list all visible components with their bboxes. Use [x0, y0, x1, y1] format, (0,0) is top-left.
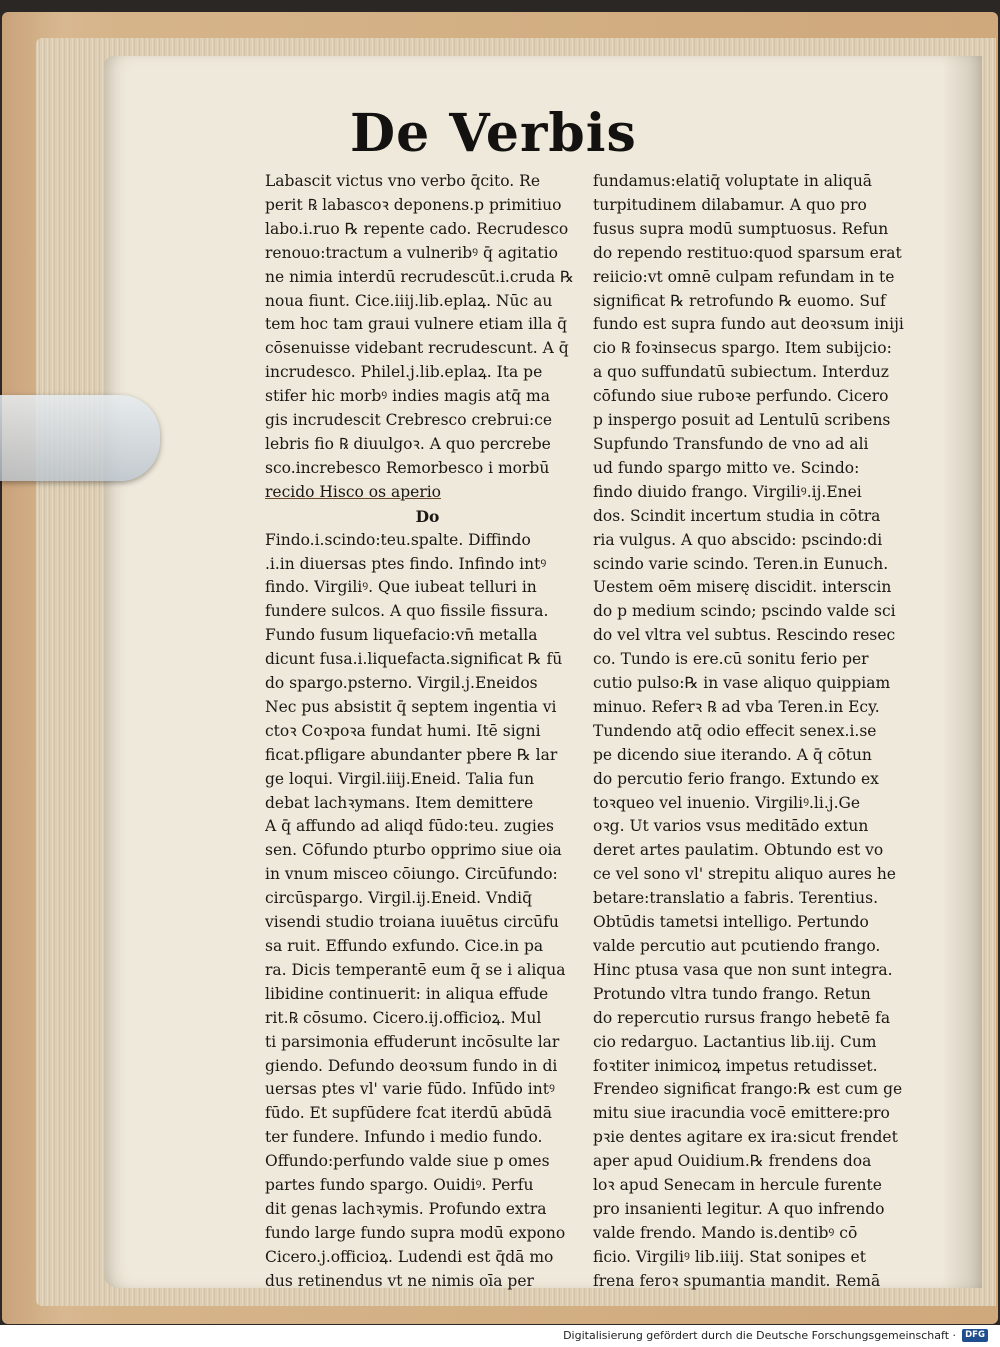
- text-line: Uestem oēm miserę discidit. interscin: [593, 578, 892, 597]
- text-line: Offundo:perfundo valde siue p omes: [265, 1152, 550, 1171]
- text-line: frena feroꝛ spumantia mandit. Remā: [593, 1271, 881, 1290]
- text-line: fundamus:elatiq̄ voluptate in aliquā: [593, 172, 873, 190]
- text-line: valde percutio aut pcutiendo frango.: [593, 937, 881, 955]
- text-line: .i.in diuersas ptes findo. Infindo intꝰ: [265, 554, 547, 573]
- text-line: cutio pulso:℞ in vase aliquo quippiam: [593, 674, 891, 693]
- text-line: sa ruit. Effundo exfundo. Cice.in pa: [265, 937, 544, 955]
- footer-bar: [0, 1325, 1000, 1347]
- text-line: labo.i.ruo ℞ repente cado. Recrudesco: [265, 219, 569, 238]
- page-holder-tab: [0, 395, 160, 481]
- text-line: pro insanienti legitur. A quo infrendo: [593, 1199, 885, 1218]
- text-line: significat ℞ retrofundo ℞ euomo. Suf: [593, 291, 886, 310]
- text-line: noua fiunt. Cice.iiij.lib.eplaꝝ. Nūc au: [265, 291, 553, 310]
- text-line: visendi studio troiana iuuētus circūfu: [265, 913, 559, 932]
- spine-shadow: [942, 56, 982, 1288]
- text-line: lebris fio ℞ diuulgoꝛ. A quo percrebe: [265, 434, 551, 453]
- text-line: stifer hic morbꝰ indies magis atq̄ ma: [265, 387, 550, 406]
- text-line: p inspergo posuit ad Lentulū scribens: [593, 411, 891, 430]
- text-line: fūdo. Et supfūdere fcat iterdū abūdā: [265, 1104, 552, 1123]
- text-line: Protundo vltra tundo frango. Retun: [593, 984, 871, 1003]
- text-line: libidine continuerit: in aliqua effude: [265, 984, 549, 1003]
- right-text-column: [593, 170, 911, 1294]
- text-line: rit.℞ cōsumo. Cicero.ij.officioꝝ. Mul: [265, 1008, 542, 1027]
- text-line: ter fundere. Infundo i medio fundo.: [265, 1128, 543, 1147]
- left-text-column: [265, 170, 590, 1294]
- text-line: Obtūdis tametsi intelligo. Pertundo: [593, 913, 869, 932]
- text-line: do rependo restituo:quod sparsum erat: [593, 243, 902, 262]
- text-line: sen. Cōfundo pturbo opprimo siue oia: [265, 841, 562, 860]
- page-heading: De Verbis: [350, 103, 637, 164]
- text-line: gis incrudescit Crebresco crebrui:ce: [265, 411, 553, 430]
- text-line: sco.increbesco Remorbesco i morbū: [265, 458, 550, 477]
- text-line: ctoꝛ Coꝛpoꝛa fundat humi. Itē signi: [265, 721, 541, 740]
- text-line: ficio. Virgiliꝰ lib.iiij. Stat sonipes et: [593, 1247, 866, 1266]
- text-line: co. Tundo is ere.cū sonitu ferio per: [593, 650, 869, 669]
- text-line: fundere sulcos. A quo fissile fissura.: [265, 602, 549, 621]
- text-line: toꝛqueo vel inuenio. Virgiliꝰ.li.j.Ge: [593, 793, 861, 812]
- text-line: circūspargo. Virgil.ij.Eneid. Vndiq̄: [265, 889, 532, 908]
- text-line: Supfundo Transfundo de vno ad ali: [593, 434, 869, 453]
- text-line: ria vulgus. A quo abscido: pscindo:di: [593, 530, 883, 549]
- text-line: Frendeo significat frango:℞ est cum ge: [593, 1080, 903, 1099]
- text-line: deret artes paulatim. Obtundo est vo: [593, 841, 884, 860]
- text-line: pe dicendo siue iterando. A q̄ cōtun: [593, 745, 872, 764]
- text-line: ud fundo spargo mitto ve. Scindo:: [593, 458, 860, 477]
- text-line: debat lachꝛymans. Item demittere: [265, 793, 534, 812]
- text-line: fusus supra modū sumptuosus. Refun: [593, 219, 889, 238]
- dfg-logo: DFG: [962, 1329, 988, 1342]
- text-line: Hinc ptusa vasa que non sunt integra.: [593, 960, 893, 979]
- text-line: aper apud Ouidium.℞ frendens doa: [593, 1152, 872, 1171]
- text-line: findo diuido frango. Virgiliꝰ.ij.Enei: [593, 482, 862, 501]
- text-line: Labascit victus vno verbo q̄cito. Re: [265, 172, 540, 190]
- text-line: cio ℞ foꝛinsecus spargo. Item subijcio:: [593, 339, 892, 358]
- text-line: turpitudinem dilabamur. A quo pro: [593, 195, 867, 214]
- text-line: cōsenuisse videbant recrudescunt. A q̄: [265, 339, 569, 358]
- text-line: findo. Virgiliꝰ. Que iubeat telluri in: [265, 578, 537, 597]
- text-line: Do: [415, 506, 440, 526]
- text-line: do spargo.psterno. Virgil.j.Eneidos: [265, 674, 538, 693]
- text-line: loꝛ apud Senecam in hercule furente: [593, 1176, 882, 1195]
- text-line: mitu siue iracundia vocē emittere:pro: [593, 1104, 890, 1123]
- text-line: fundo est supra fundo aut deoꝛsum iniji: [593, 315, 904, 334]
- text-line: reiicio:vt omnē culpam refundam in te: [593, 267, 895, 286]
- text-line: do vel vltra vel subtus. Rescindo resec: [593, 626, 896, 645]
- text-line: recido Hisco os aperio: [265, 482, 442, 501]
- text-line: dicunt fusa.i.liquefacta.significat ℞ fū: [265, 650, 563, 669]
- text-line: ce vel sono vl' strepitu aliquo aures he: [593, 865, 896, 884]
- text-line: dus retinendus vt ne nimis oīa per: [265, 1271, 534, 1290]
- text-line: perit ℞ labascoꝛ deponens.p primitiuo: [265, 195, 562, 214]
- text-line: do percutio ferio frango. Extundo ex: [593, 769, 879, 788]
- text-line: giendo. Defundo deoꝛsum fundo in di: [265, 1056, 558, 1075]
- text-line: cōfundo siue ruboꝛe perfundo. Cicero: [593, 387, 889, 406]
- text-line: ficat.pfligare abundanter pbere ℞ lar: [265, 745, 558, 764]
- text-line: minuo. Referꝛ ℞ ad vba Teren.in Ecy.: [593, 697, 880, 716]
- text-line: Nec pus absistit q̄ septem ingentia vi: [265, 697, 557, 716]
- text-line: do repercutio rursus frango hebetē fa: [593, 1008, 891, 1027]
- text-line: valde frendo. Mando is.dentibꝰ cō: [593, 1223, 858, 1242]
- text-line: ge loqui. Virgil.iiij.Eneid. Talia fun: [265, 769, 535, 788]
- text-line: ne nimia interdū recrudescūt.i.cruda ℞: [265, 267, 574, 286]
- text-line: Tundendo atq̄ odio effecit senex.i.se: [593, 721, 877, 740]
- text-line: tem hoc tam graui vulnere etiam illa q̄: [265, 315, 568, 334]
- text-line: pꝛie dentes agitare ex ira:sicut frendet: [593, 1128, 898, 1147]
- text-line: foꝛtiter inimicoꝝ impetus retudisset.: [593, 1056, 878, 1075]
- text-line: scindo varie scindo. Teren.in Eunuch.: [593, 554, 889, 573]
- text-line: Findo.i.scindo:teu.spalte. Diffindo: [265, 530, 531, 549]
- text-line: do p medium scindo; pscindo valde sci: [593, 602, 896, 621]
- text-line: partes fundo spargo. Ouidiꝰ. Perfu: [265, 1176, 534, 1195]
- text-line: betare:translatio a fabris. Terentius.: [593, 889, 878, 908]
- text-line: Fundo fusum liquefacio:vn̄ metalla: [265, 626, 538, 645]
- text-line: in vnum misceo cōiungo. Circūfundo:: [265, 865, 558, 884]
- text-line: dit genas lachꝛymis. Profundo extra: [265, 1199, 547, 1218]
- text-line: fundo large fundo supra modū expono: [265, 1223, 566, 1242]
- text-line: A q̄ affundo ad aliqd fūdo:teu. zugies: [265, 817, 554, 836]
- text-line: uersas ptes vl' varie fūdo. Infūdo intꝰ: [265, 1080, 555, 1099]
- text-line: renouo:tractum a vulneribꝰ q̄ agitatio: [265, 243, 558, 262]
- text-line: cio redarguo. Lactantius lib.iij. Cum: [593, 1032, 877, 1051]
- text-line: ra. Dicis temperantē eum q̄ se i aliqua: [265, 960, 566, 979]
- text-line: ti parsimonia effuderunt incōsulte lar: [265, 1032, 560, 1051]
- text-line: oꝛg. Ut varios vsus meditādo extun: [593, 817, 869, 836]
- text-line: Cicero.j.officioꝝ. Ludendi est q̄dā mo: [265, 1247, 554, 1266]
- text-line: a quo suffundatū subiectum. Interduz: [593, 363, 889, 382]
- text-line: dos. Scindit incertum studia in cōtra: [593, 506, 881, 525]
- text-line: incrudesco. Philel.j.lib.eplaꝝ. Ita pe: [265, 363, 543, 382]
- funding-credit: Digitalisierung gefördert durch die Deutsche Forschungsgemeinschaft ·: [563, 1329, 956, 1342]
